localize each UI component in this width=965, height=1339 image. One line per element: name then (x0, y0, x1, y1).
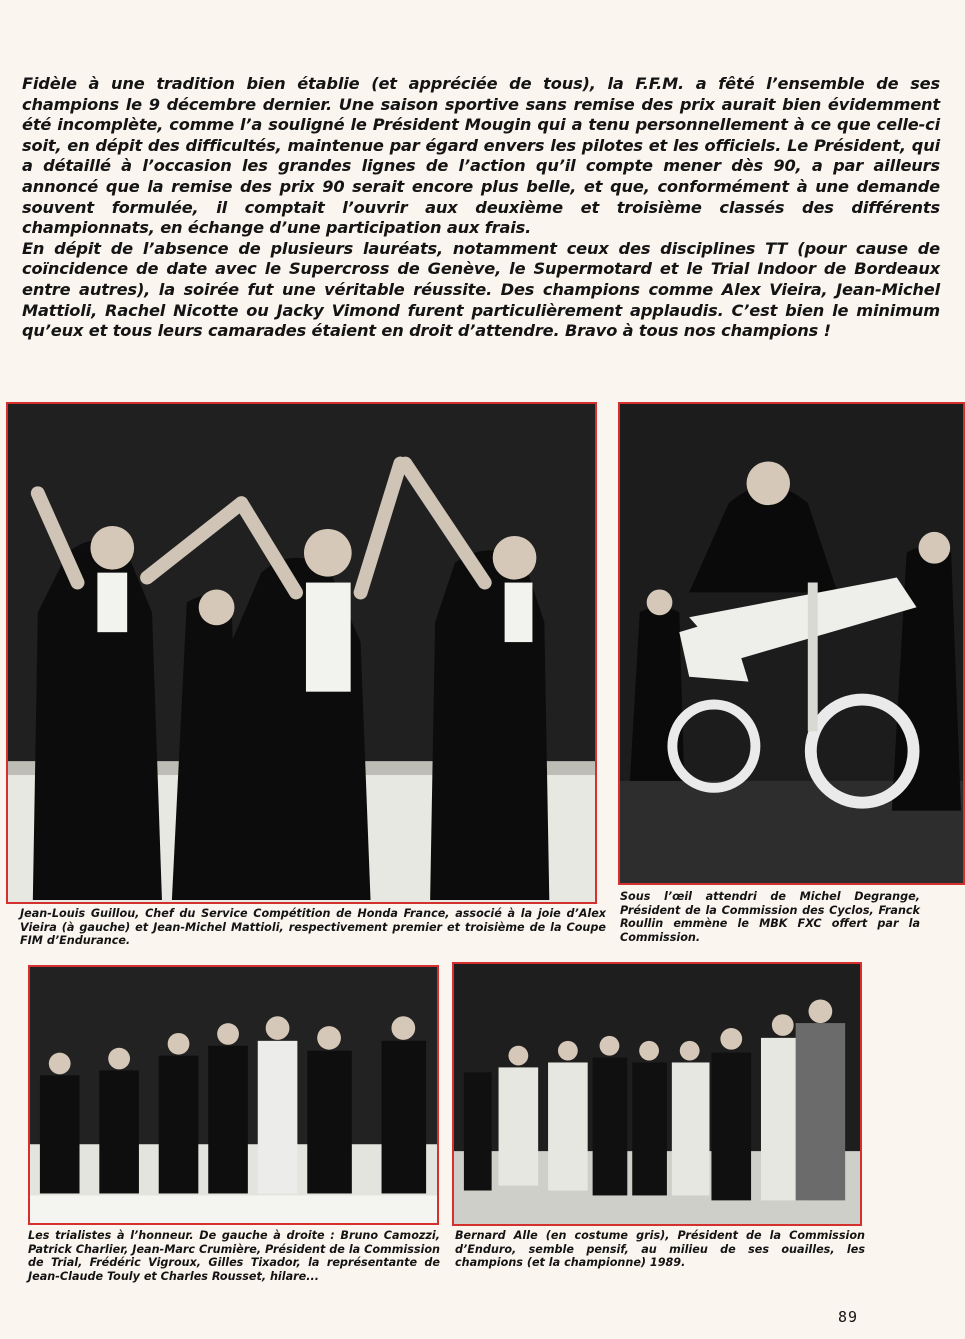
podium-photo (6, 402, 597, 904)
enduro-caption: Bernard Alle (en costume gris), Président de la Commission d’Enduro, semble pensif, au milieu de ses ouailles, les champions (et la championne) 1989. (455, 1229, 865, 1270)
enduro-photo (452, 962, 862, 1226)
podium-caption: Jean-Louis Guillou, Chef du Service Compétition de Honda France, associé à la joie d’Alex Vieira (à gauche) et Jean-Michel Mattioli, respectivement premier et troisième de la Coupe FIM d’Endurance. (20, 907, 606, 948)
page-number: 89 (838, 1308, 859, 1326)
article-body (22, 74, 940, 342)
article-paragraph-2: En dépit de l’absence de plusieurs lauréats, notamment ceux des disciplines TT (pour cause de coïncidence de date avec le Supercross de Genève, le Supermotard et le Trial Indoor de Bordeaux entre autres), la soirée fut une véritable réussite. Des champions comme Alex Vieira, Jean-Michel Mattioli, Rachel Nicotte ou Jacky Vimond furent particulièrement applaudis. C’est bien le minimum qu’eux et tous leurs camarades étaient en droit d’attendre. Bravo à tous nos champions ! (22, 238, 940, 341)
trial-caption: Les trialistes à l’honneur. De gauche à droite : Bruno Camozzi, Patrick Charlier, Jean-Marc Crumière, Président de la Commission de Trial, Frédéric Vigroux, Gilles Tixador, la représentante de Jean-Claude Touly et Charles Rousset, hilare... (28, 1229, 440, 1283)
motorbike-photo (618, 402, 965, 885)
motorbike-caption: Sous l’œil attendri de Michel Degrange, Président de la Commission des Cyclos, Franck Roullin emmène le MBK FXC offert par la Commission. (620, 890, 920, 944)
article-paragraph-1: Fidèle à une tradition bien établie (et appréciée de tous), la F.F.M. a fêté l’ensemble de ses champions le 9 décembre dernier. Une saison sportive sans remise des prix aurait bien évidemment été incomplète, comme l’a souligné le Président Mougin qui a tenu personnellement à ce que celle-ci soit, en dépit des difficultés, maintenue par égard envers les pilotes et les officiels. Le Président, qui a détaillé à l’occasion les grandes lignes de l’action qu’il compte mener dès 90, a par ailleurs annoncé que la remise des prix 90 serait encore plus belle, et que, conformément à une demande souvent formulée, il comptait l’ouvrir aux deuxième et troisième classés des différents championnats, en échange d’une participation aux frais. (22, 74, 940, 238)
trial-photo (28, 965, 439, 1225)
